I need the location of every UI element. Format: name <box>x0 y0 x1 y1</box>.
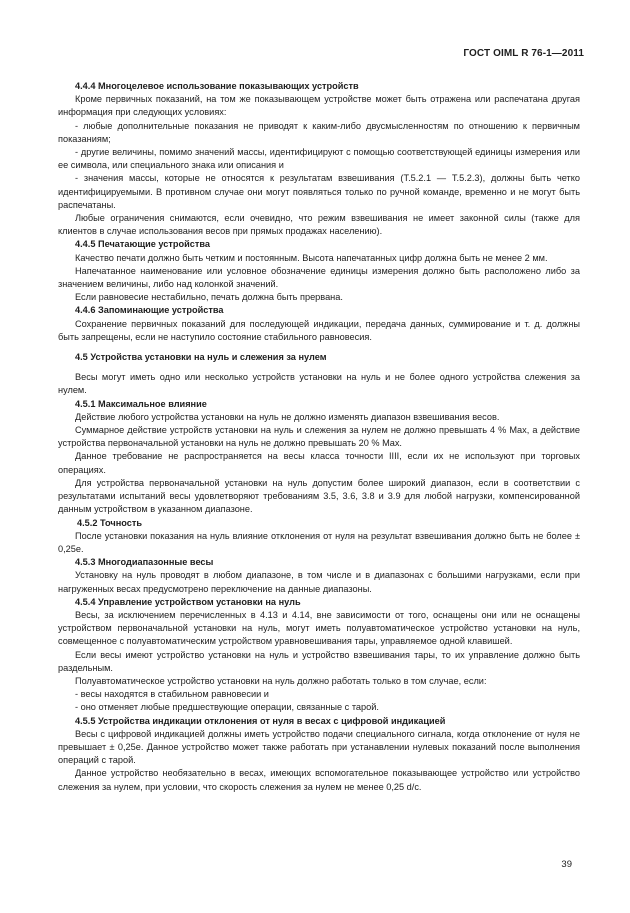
paragraph: Весы с цифровой индикацией должны иметь устройство подачи специального сигнала, когда отклонение от нуля не превышает ± 0,25e. Данное устройство может также работать при устанавлении нулевых показаний после выполнения операций с тарой. <box>58 728 580 766</box>
paragraph: - другие величины, помимо значений массы, идентифицируют с помощью соответствующей единицы измерения или ее символа, или специального знака или описания и <box>58 147 580 171</box>
paragraph: - любые дополнительные показания не приводят к каким-либо двусмысленностям по отношению к первичным показаниям; <box>58 120 580 144</box>
paragraph: Любые ограничения снимаются, если очевидно, что режим взвешивания не имеет законной силы (также для клиентов в случае использования весов при прямых продажах населению). <box>58 213 580 237</box>
paragraph: Данное устройство необязательно в весах, имеющих вспомогательное показывающее устройство или устройство слежения за нулем, при условии, что скорость слежения за нулем не менее 0,25 d/c. <box>58 768 580 792</box>
paragraph: Для устройства первоначальной установки на нуль допустим более широкий диапазон, если в соответствии с результатами испытаний весы удовлетворяют требованиям 3.5, 3.6, 3.8 и 3.9 для любой нагрузки, компенсированной данным устройством в указанном диапазоне. <box>58 477 580 515</box>
document-body <box>58 80 580 794</box>
paragraph: Кроме первичных показаний, на том же показывающем устройстве может быть отражена или распечатана другая информация при следующих условиях: <box>58 94 580 118</box>
paragraph: Установку на нуль проводят в любом диапазоне, в том числе и в диапазонах с большими нагрузками, если при нагруженных весах предусмотрено переключение на данные диапазоны. <box>58 570 580 594</box>
section-heading: 4.5.2 Точность <box>77 517 143 528</box>
section-heading: 4.5.3 Многодиапазонные весы <box>75 557 214 568</box>
paragraph: - весы находятся в стабильном равновесии и <box>75 689 269 700</box>
paragraph: Сохранение первичных показаний для последующей индикации, передача данных, суммирование и т. д. должны быть запрещены, если не наступило состояние стабильного равновесия. <box>58 318 580 342</box>
paragraph: Весы могут иметь одно или несколько устройств установки на нуль и не более одного устройства слежения за нулем. <box>58 372 580 396</box>
paragraph: Действие любого устройства установки на нуль не должно изменять диапазон взвешивания весов. <box>75 411 500 422</box>
section-heading: 4.5.5 Устройства индикации отклонения от нуля в весах с цифровой индикацией <box>75 715 446 726</box>
section-heading: 4.5.4 Управление устройством установки на нуль <box>75 596 301 607</box>
section-heading: 4.4.5 Печатающие устройства <box>75 239 211 250</box>
section-heading: 4.4.4 Многоцелевое использование показывающих устройств <box>75 81 359 91</box>
paragraph: Напечатанное наименование или условное обозначение единицы измерения должно быть расположено либо за значением величины, либо над колонкой значений. <box>58 265 580 290</box>
page-number: 39 <box>561 859 572 870</box>
document-header: ГОСТ OIML R 76-1—2011 <box>463 48 584 59</box>
paragraph: Качество печати должно быть четким и постоянным. Высота напечатанных цифр должна быть не менее 2 мм. <box>75 252 548 263</box>
paragraph: Суммарное действие устройств установки на нуль и слежения за нулем не должно превышать 4 % Max, а действие устройства первоначальной установки на нуль не должно превышать 20 % Max. <box>58 425 580 449</box>
paragraph: Весы, за исключением перечисленных в 4.13 и 4.14, вне зависимости от того, оснащены они или не оснащены устройством первоначальной установки на нуль, могут иметь полуавтоматическое устройство установки на нуль, совмещенное с полуавтоматическим устройством уравновешивания тары, управляемое одной клавишей. <box>58 609 580 647</box>
paragraph: - оно отменяет любые предшествующие операции, связанные с тарой. <box>75 702 379 713</box>
paragraph: - значения массы, которые не относятся к результатам взвешивания (Т.5.2.1 — Т.5.2.3), должны быть четко идентифицируемыми. В противном случае они могут появляться только по ручной команде, временно и не могут быть распечатаны. <box>58 173 580 210</box>
section-heading: 4.5 Устройства установки на нуль и слежения за нулем <box>75 352 327 363</box>
paragraph: Данное требование не распространяется на весы класса точности IIII, если их не используют при торговых операциях. <box>58 451 580 475</box>
section-heading: 4.4.6 Запоминающие устройства <box>75 305 224 316</box>
paragraph: Если весы имеют устройство установки на нуль и устройство взвешивания тары, то их управление должно быть раздельным. <box>58 649 580 673</box>
paragraph: Полуавтоматическое устройство установки на нуль должно работать только в том случае, если: <box>75 675 487 686</box>
section-heading: 4.5.1 Максимальное влияние <box>75 398 207 409</box>
paragraph: Если равновесие нестабильно, печать должна быть прервана. <box>75 292 343 303</box>
paragraph: После установки показания на нуль влияние отклонения от нуля на результат взвешивания должно быть не более ± 0,25e. <box>58 530 580 554</box>
